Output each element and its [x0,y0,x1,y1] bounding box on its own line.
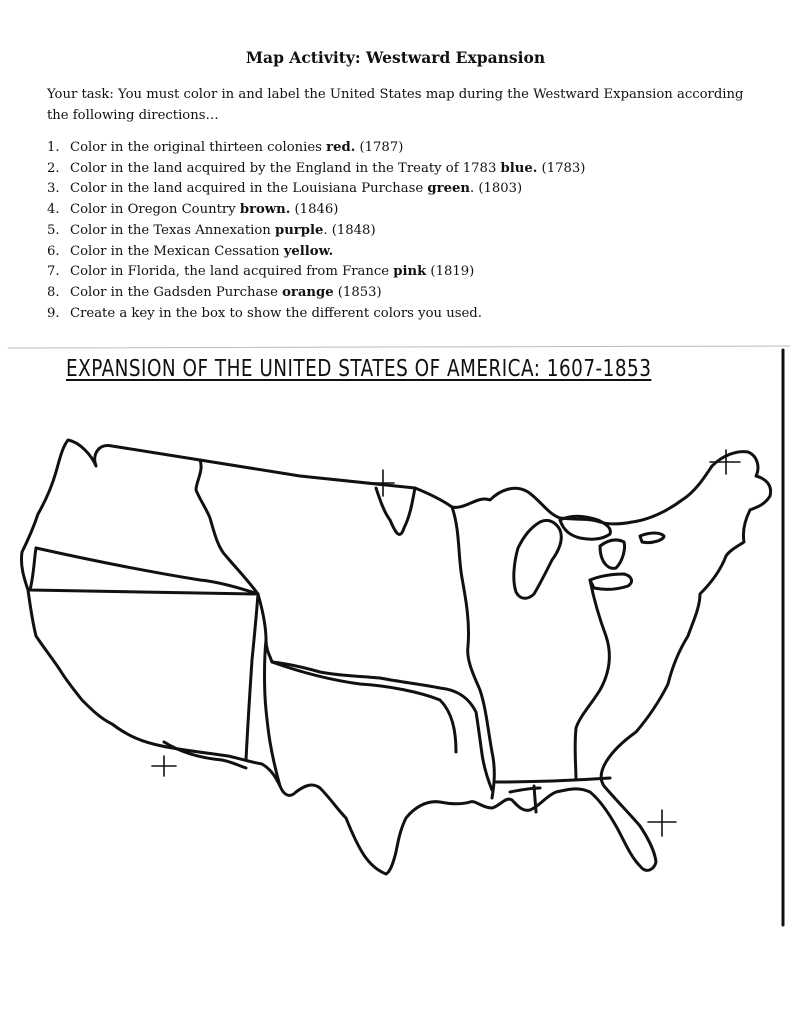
register-mark [648,810,676,836]
great-lakes [514,516,664,598]
register-mark [152,756,176,776]
direction-item [47,200,747,221]
direction-text: Color in the Gadsden Purchase orange (1853) [70,284,382,300]
direction-number: 4. [47,202,60,218]
direction-color: pink [393,264,427,280]
colonies-west-border [496,580,610,782]
direction-number: 7. [47,264,60,280]
direction-number: 1. [47,140,60,155]
direction-item [47,262,747,283]
direction-color: yellow. [283,243,334,259]
direction-text: Color in the Texas Annexation purple. (1848) [70,222,376,238]
direction-color: green [427,181,470,197]
direction-number: 9. [47,305,60,321]
direction-number: 5. [47,222,60,238]
direction-number: 2. [47,160,60,176]
southwest-border [164,742,246,768]
directions-list [47,138,747,324]
direction-text: Create a key in the box to show the different colors you used. [70,305,482,321]
direction-color: brown. [239,202,291,218]
direction-color: blue. [500,160,538,176]
direction-item [47,304,747,325]
direction-color: purple [274,222,324,238]
direction-item [47,159,747,180]
direction-item [47,138,747,159]
direction-item [47,221,747,242]
us-expansion-map [0,340,791,930]
louisiana-west-border [196,460,492,790]
florida-border [510,786,540,812]
direction-text: Color in the land acquired in the Louisiana Purchase green. (1803) [70,181,523,197]
minnesota-notch [376,488,415,534]
page-title: Map Activity: Westward Expansion [245,48,546,67]
mississippi-river [452,507,494,798]
direction-number: 6. [47,243,60,259]
direction-item [47,242,747,263]
direction-item [47,179,747,200]
california-border [30,548,258,760]
us-outline [21,440,770,874]
task-instructions: Your task: You must color in and label the United States map during the Westward Expansion according the following directions… [47,87,744,123]
direction-color: orange [282,284,334,300]
direction-text: Color in the Mexican Cessation yellow. [70,243,334,259]
direction-number: 8. [47,284,60,300]
texas-border [265,640,457,786]
direction-text: Color in Oregon Country brown. (1846) [70,202,339,218]
direction-number: 3. [47,181,60,197]
map-title: EXPANSION OF THE UNITED STATES OF AMERICA: 1607-1853 [66,356,652,382]
register-mark [372,470,394,496]
map-frame-top [8,346,790,348]
direction-text: Color in Florida, the land acquired from France pink (1819) [70,264,475,280]
direction-color: red. [326,140,356,155]
direction-item [47,283,747,304]
direction-text: Color in the land acquired by the England in the Treaty of 1783 blue. (1783) [70,160,586,176]
direction-text: Color in the original thirteen colonies red. (1787) [70,140,404,155]
